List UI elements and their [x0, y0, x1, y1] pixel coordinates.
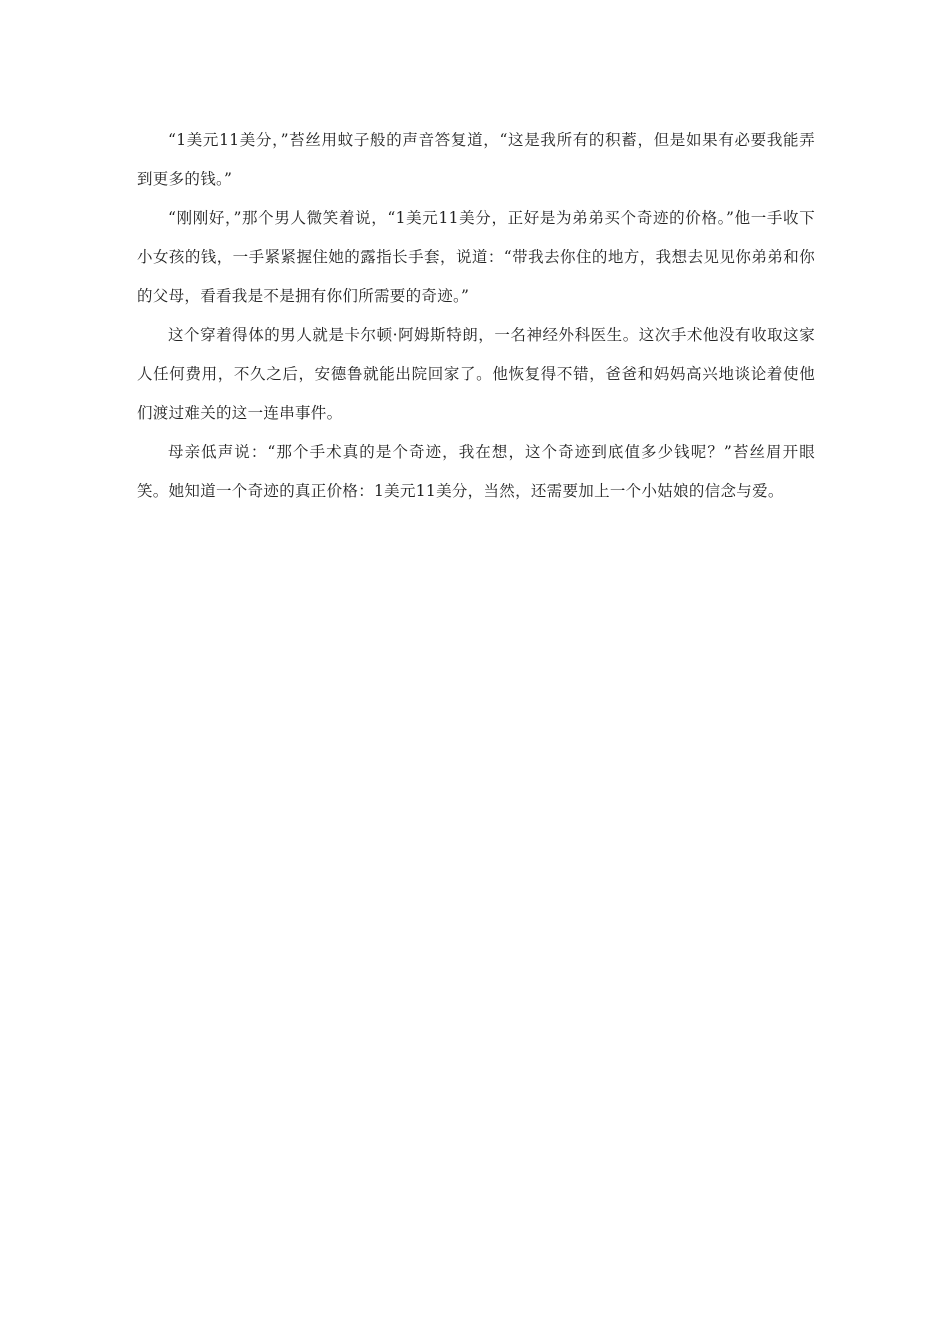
paragraph-1: “1美元11美分，”苔丝用蚊子般的声音答复道，“这是我所有的积蓄，但是如果有必要我能弄到更多的钱。” — [137, 131, 815, 188]
paragraph-3: 这个穿着得体的男人就是卡尔顿·阿姆斯特朗，一名神经外科医生。这次手术他没有收取这家人任何费用，不久之后，安德鲁就能出院回家了。他恢复得不错，爸爸和妈妈高兴地谈论着使他们渡过难关的这一连串事件。 — [137, 326, 815, 422]
document-body — [137, 121, 815, 511]
paragraph-2: “刚刚好，”那个男人微笑着说，“1美元11美分，正好是为弟弟买个奇迹的价格。”他一手收下小女孩的钱，一手紧紧握住她的露指长手套，说道：“带我去你住的地方，我想去见见你弟弟和你的父母，看看我是不是拥有你们所需要的奇迹。” — [137, 209, 815, 305]
paragraph-4: 母亲低声说：“那个手术真的是个奇迹，我在想，这个奇迹到底值多少钱呢？”苔丝眉开眼笑。她知道一个奇迹的真正价格：1美元11美分，当然，还需要加上一个小姑娘的信念与爱。 — [137, 443, 815, 500]
